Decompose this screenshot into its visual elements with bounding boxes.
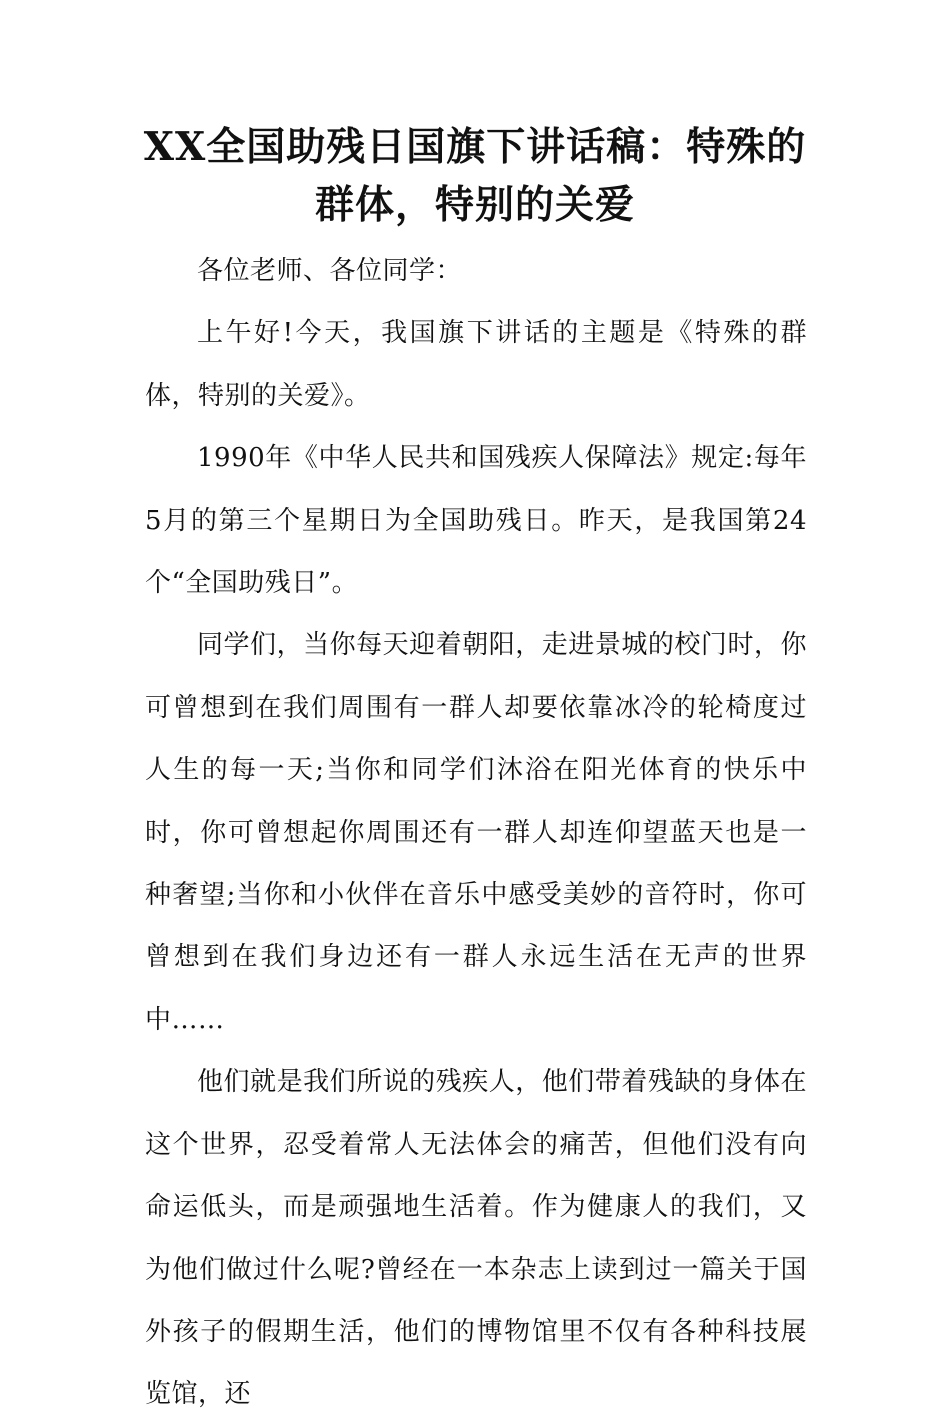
page-title: XX全国助残日国旗下讲话稿：特殊的群体，特别的关爱 [143, 124, 807, 228]
paragraph-topic: 上午好!今天，我国旗下讲话的主题是《特殊的群体，特别的关爱》。 [145, 318, 807, 411]
document-body [145, 240, 807, 1426]
paragraph-students: 同学们，当你每天迎着朝阳，走进景城的校门时，你可曾想到在我们周围有一群人却要依靠冰冷的轮椅度过人生的每一天;当你和同学们沐浴在阳光体育的快乐中时，你可曾想起你周围还有一群人却连仰望蓝天也是一种奢望;当你和小伙伴在音乐中感受美妙的音符时，你可曾想到在我们身边还有一群人永远生活在无声的世界中…… [145, 630, 807, 1035]
paragraph-greeting: 各位老师、各位同学： [197, 256, 463, 286]
paragraph-disabled-people: 他们就是我们所说的残疾人，他们带着残缺的身体在这个世界，忍受着常人无法体会的痛苦，但他们没有向命运低头，而是顽强地生活着。作为健康人的我们，又为他们做过什么呢?曾经在一本杂志上读到过一篇关于国外孩子的假期生活，他们的博物馆里不仅有各种科技展览馆，还 [145, 1067, 807, 1410]
paragraph-law: 1990年《中华人民共和国残疾人保障法》规定:每年5月的第三个星期日为全国助残日。昨天，是我国第24个“全国助残日”。 [145, 443, 807, 599]
